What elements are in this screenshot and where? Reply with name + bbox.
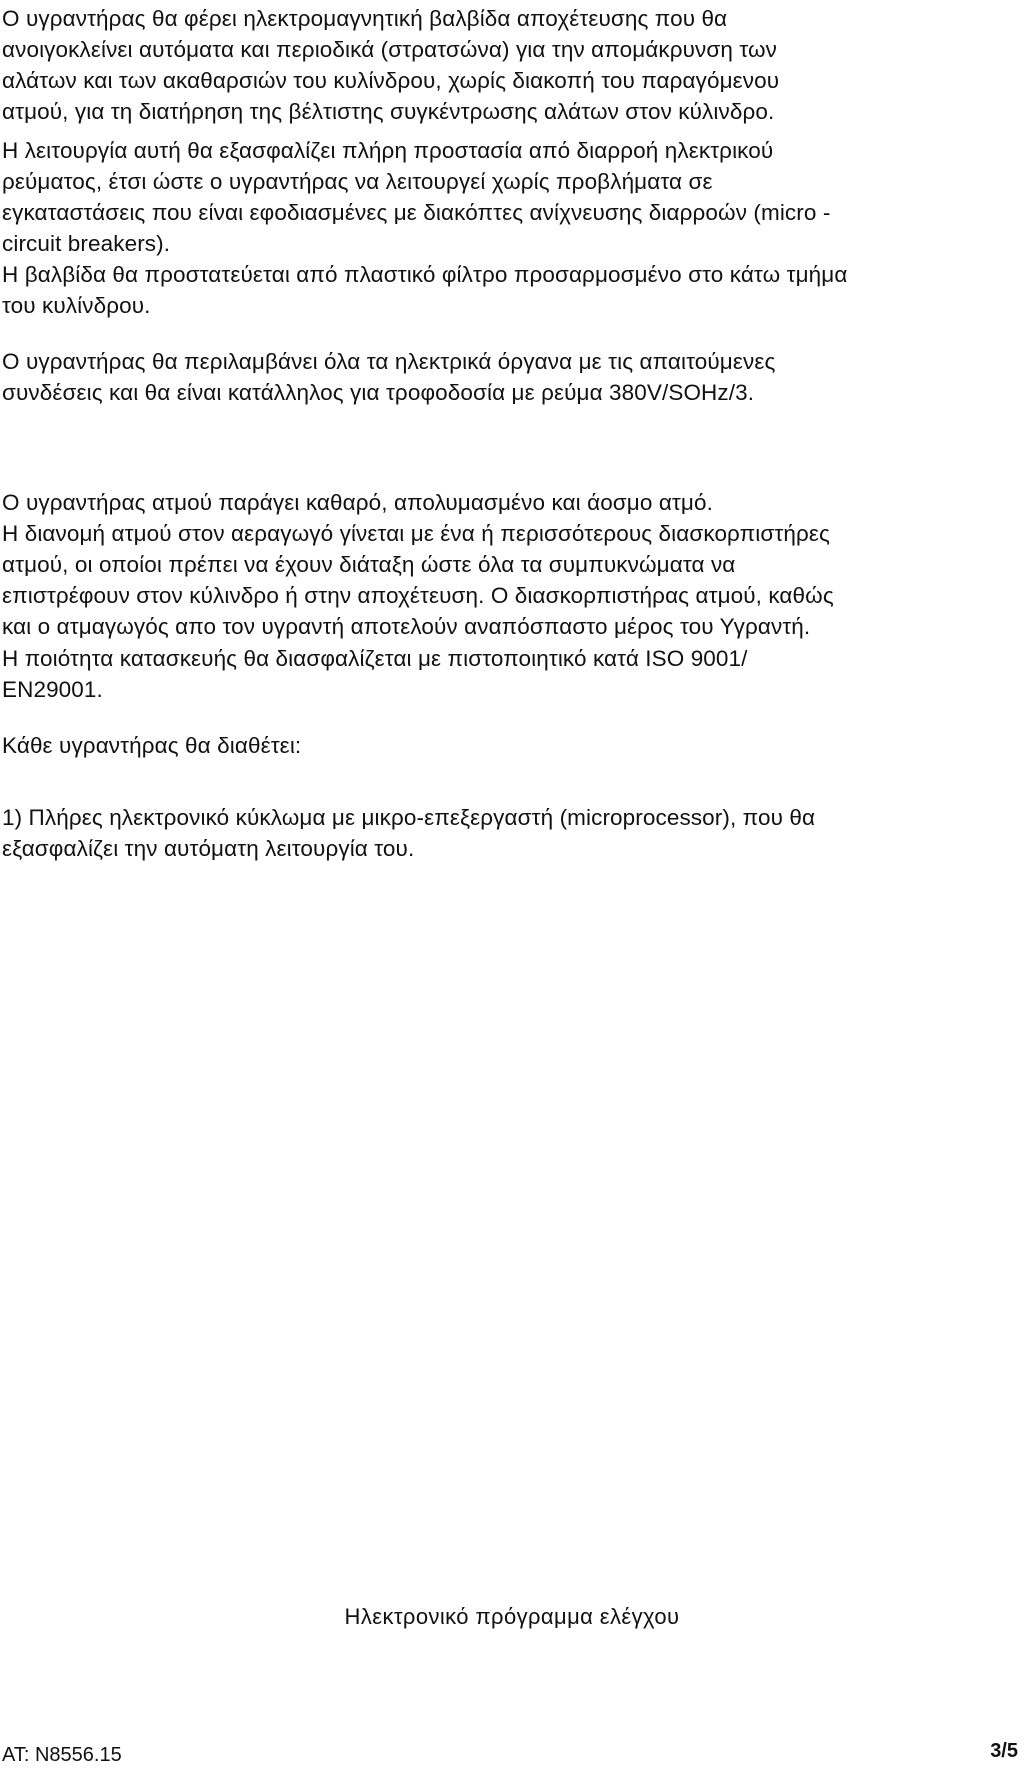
text-line: Η διανομή ατμού στον αεραγωγό γίνεται με ένα ή περισσότερους διασκορπιστήρες <box>2 521 830 546</box>
paragraph-clean-steam <box>2 487 992 518</box>
paragraph-steam-distribution <box>2 518 992 642</box>
text-line: ανοιγοκλείνει αυτόματα και περιοδικά (στρατσώνα) για την απομάκρυνση των <box>2 37 778 62</box>
section-heading: Ηλεκτρονικό πρόγραμμα ελέγχου <box>344 1604 680 1629</box>
text-line: ατμού, για τη διατήρηση της βέλτιστης συγκέντρωσης αλάτων στον κύλινδρο. <box>2 99 775 124</box>
text-line: Η λειτουργία αυτή θα εξασφαλίζει πλήρη προστασία από διαρροή ηλεκτρικού <box>2 138 774 163</box>
paragraph-drain-valve <box>2 3 992 127</box>
text-line: Ο υγραντήρας θα φέρει ηλεκτρομαγνητική βαλβίδα αποχέτευσης που θα <box>2 6 728 31</box>
footer-code: ΑΤ: Ν8556.15 <box>2 1744 122 1766</box>
text-line: συνδέσεις και θα είναι κατάλληλος για τροφοδοσία με ρεύμα 380V/SOHz/3. <box>2 380 755 405</box>
text-line: Η βαλβίδα θα προστατεύεται από πλαστικό φίλτρο προσαρμοσμένο στο κάτω τμήμα <box>2 262 848 287</box>
page-number: 3/5 <box>990 1740 1018 1762</box>
paragraph-leak-protection <box>2 135 992 259</box>
text-line: Ο υγραντήρας θα περιλαμβάνει όλα τα ηλεκτρικά όργανα με τις απαιτούμενες <box>2 349 776 374</box>
text-line: εγκαταστάσεις που είναι εφοδιασμένες με διακόπτες ανίχνευσης διαρροών (micro - <box>2 200 831 225</box>
paragraph-microprocessor <box>2 802 992 864</box>
text-line: Ο υγραντήρας ατμού παράγει καθαρό, απολυμασμένο και άοσμο ατμό. <box>2 490 713 515</box>
paragraph-valve-filter <box>2 259 992 321</box>
text-line: αλάτων και των ακαθαρσιών του κυλίνδρου, χωρίς διακοπή του παραγόμενου <box>2 68 780 93</box>
text-line: ρεύματος, έτσι ώστε ο υγραντήρας να λειτουργεί χωρίς προβλήματα σε <box>2 169 713 194</box>
text-line: εξασφαλίζει την αυτόματη λειτουργία του. <box>2 836 415 861</box>
text-line: circuit breakers). <box>2 231 171 256</box>
paragraph-electrical <box>2 346 992 408</box>
text-line: επιστρέφουν στον κύλινδρο ή στην αποχέτευση. Ο διασκορπιστήρας ατμού, καθώς <box>2 583 834 608</box>
text-line: EN29001. <box>2 677 103 702</box>
text-line: Κάθε υγραντήρας θα διαθέτει: <box>2 733 302 758</box>
text-line: του κυλίνδρου. <box>2 293 151 318</box>
text-line: Η ποιότητα κατασκευής θα διασφαλίζεται με πιστοποιητικό κατά ISO 9001/ <box>2 646 748 671</box>
paragraph-quality-cert <box>2 643 992 705</box>
paragraph-features-intro <box>2 730 992 761</box>
text-line: ατμού, οι οποίοι πρέπει να έχουν διάταξη ώστε όλα τα συμπυκνώματα να <box>2 552 736 577</box>
text-line: και ο ατμαγωγός απο τον υγραντή αποτελούν αναπόσπαστο μέρος του Υγραντή. <box>2 614 811 639</box>
text-line: 1) Πλήρες ηλεκτρονικό κύκλωμα με μικρο-επεξεργαστή (microprocessor), που θα <box>2 805 816 830</box>
